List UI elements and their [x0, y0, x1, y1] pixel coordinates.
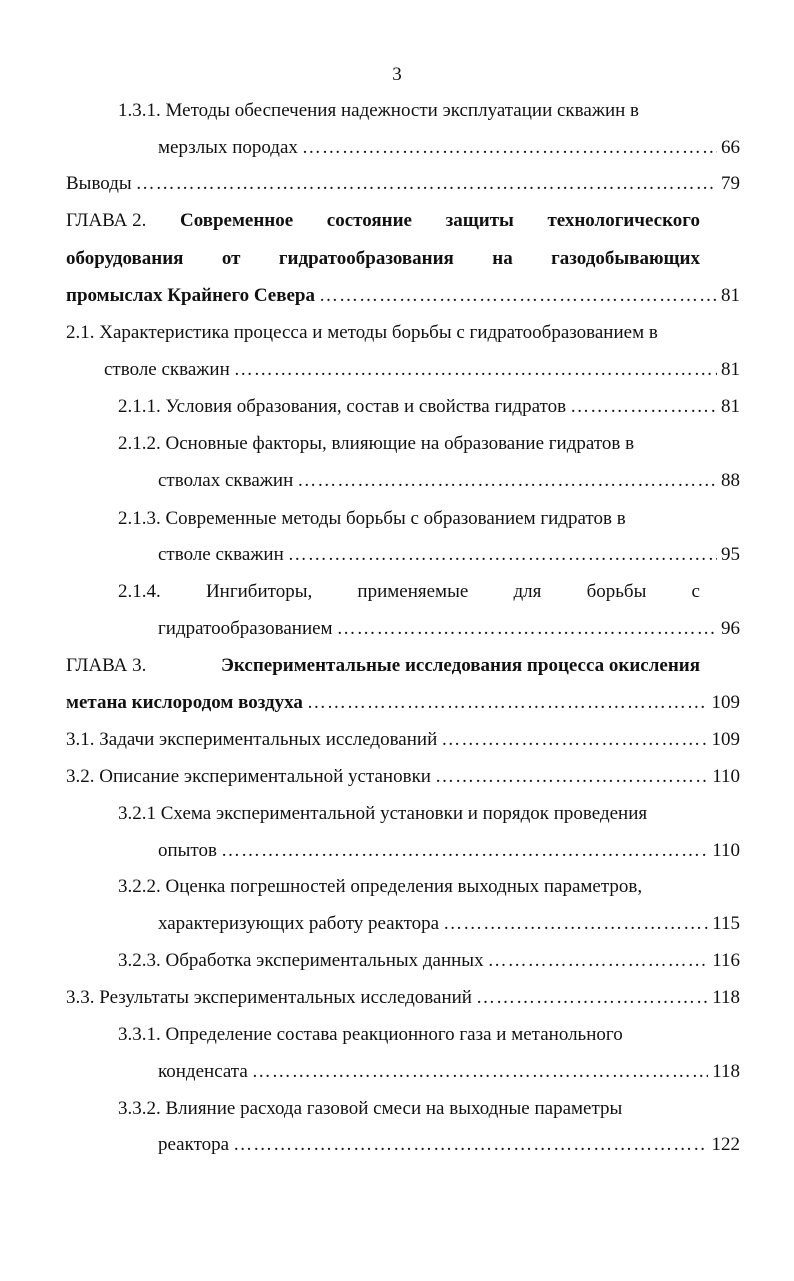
toc-entry-title: промыслах Крайнего Севера: [66, 285, 315, 306]
toc-entry-3-2-2: [158, 913, 740, 935]
toc-page-number: 109: [711, 692, 740, 713]
toc-entry-3-2-2-line1: 3.2.2. Оценка погрешностей определения выходных параметров,: [118, 876, 643, 897]
toc-chapter-2-line2: [66, 248, 700, 270]
chapter-word: гидратообразования: [278, 248, 454, 269]
toc-word: с: [691, 581, 700, 602]
toc-entry-2-1-1: [118, 396, 740, 418]
toc-entry-text: 2.1.2. Основные факторы, влияющие на образование гидратов в: [118, 433, 635, 454]
toc-word: 2.1.4.: [118, 581, 161, 602]
toc-entry-3-2-1: [158, 840, 740, 862]
toc-entry-title: 3.3. Результаты экспериментальных исследований: [66, 987, 472, 1008]
chapter-word: защиты: [445, 210, 514, 231]
leader-dots: [476, 987, 708, 1009]
leader-dots: [136, 173, 717, 195]
leader-dots: [441, 729, 707, 751]
toc-entry-2-1-2: [158, 470, 740, 492]
toc-word: для: [513, 581, 542, 602]
leader-dots: [319, 285, 717, 307]
toc-entry-title: метана кислородом воздуха: [66, 692, 303, 713]
chapter-word: от: [221, 248, 241, 269]
toc-entry-2-1-2-line1: [118, 433, 700, 455]
toc-chapter-3: [66, 692, 740, 714]
leader-dots: [302, 137, 717, 159]
chapter-word: оборудования: [66, 248, 184, 269]
toc-entry-conclusions: [66, 173, 740, 195]
toc-page-number: 66: [721, 137, 740, 158]
toc-entry-title: 2.1.1. Условия образования, состав и свойства гидратов: [118, 396, 567, 417]
leader-dots: [488, 950, 709, 972]
toc-entry-title: стволе скважин: [104, 359, 230, 380]
toc-entry-2-1-line1: [66, 322, 700, 344]
chapter-word: газодобывающих: [551, 248, 700, 269]
toc-page-number: 118: [712, 1061, 740, 1082]
leader-dots: [221, 840, 708, 862]
toc-page-number: 88: [721, 470, 740, 491]
toc-entry-title: опытов: [158, 840, 217, 861]
toc-entry-title: стволах скважин: [158, 470, 294, 491]
toc-page-number: 110: [712, 840, 740, 861]
leader-dots: [234, 359, 717, 381]
leader-dots: [435, 766, 708, 788]
toc-entry-title: гидратообразованием: [158, 618, 333, 639]
toc-page-number: 110: [712, 766, 740, 787]
toc-page-number: 109: [711, 729, 740, 750]
toc-entry-text: 1.3.1. Методы обеспечения надежности эксплуатации скважин в: [118, 100, 639, 121]
leader-dots: [252, 1061, 708, 1083]
toc-entry-text: 2.1. Характеристика процесса и методы борьбы с гидратообразованием в: [66, 322, 658, 343]
toc-entry-title: 3.2.3. Обработка экспериментальных данных: [118, 950, 484, 971]
toc-entry-2-1-4-line1: [118, 581, 700, 603]
toc-entry-3-3-1: [158, 1061, 740, 1083]
toc-page-number: 122: [711, 1134, 740, 1155]
toc-entry-3-3-2-line1: 3.3.2. Влияние расхода газовой смеси на выходные параметры: [118, 1098, 623, 1119]
toc-entry-3-1: [66, 729, 740, 751]
chapter-word: технологического: [547, 210, 700, 231]
leader-dots: [297, 470, 717, 492]
toc-page-number: 79: [721, 173, 740, 194]
toc-chapter-2: [66, 285, 740, 307]
leader-dots: [570, 396, 717, 418]
toc-entry-2-1: [104, 359, 740, 381]
toc-page-number: 116: [712, 950, 740, 971]
toc-entry-title: Выводы: [66, 173, 132, 194]
toc-entry-title: 3.2. Описание экспериментальной установки: [66, 766, 431, 787]
chapter-word: Современное: [179, 210, 294, 231]
toc-entry-text: 2.1.3. Современные методы борьбы с образованием гидратов в: [118, 508, 626, 529]
toc-entry-title: реактора: [158, 1134, 230, 1155]
leader-dots: [233, 1134, 707, 1156]
toc-entry-title: 3.1. Задачи экспериментальных исследований: [66, 729, 438, 750]
leader-dots: [288, 544, 717, 566]
leader-dots: [307, 692, 708, 714]
toc-entry-3-3-1-line1: 3.3.1. Определение состава реакционного газа и метанольного: [118, 1024, 623, 1045]
toc-entry-2-1-3-line1: [118, 508, 700, 530]
toc-entry-3-3-2: [158, 1134, 740, 1156]
toc-page-number: 118: [712, 987, 740, 1008]
toc-entry-1-3-1: [158, 137, 740, 159]
toc-entry-title: характеризующих работу реактора: [158, 913, 440, 934]
toc-entry-title: стволе скважин: [158, 544, 284, 565]
toc-page-number: 96: [721, 618, 740, 639]
toc-entry-2-1-4: [158, 618, 740, 640]
toc-entry-1-3-1-line1: [118, 100, 700, 122]
toc-entry-3-2-1-line1: 3.2.1 Схема экспериментальной установки и порядок проведения: [118, 803, 648, 824]
chapter-title: Экспериментальные исследования процесса окисления: [221, 655, 700, 676]
toc-page-number: 81: [721, 285, 740, 306]
toc-entry-3-2-3: [118, 950, 740, 972]
leader-dots: [337, 618, 717, 640]
page-number: 3: [392, 64, 402, 85]
chapter-word: на: [492, 248, 513, 269]
chapter-prefix: ГЛАВА 3.: [66, 655, 147, 676]
leader-dots: [443, 913, 708, 935]
toc-page-number: 115: [712, 913, 740, 934]
toc-entry-3-2: [66, 766, 740, 788]
toc-entry-3-3: [66, 987, 740, 1009]
toc-word: применяемые: [357, 581, 469, 602]
toc-word: Ингибиторы,: [205, 581, 313, 602]
toc-page-number: 81: [721, 359, 740, 380]
chapter-word: состояние: [326, 210, 412, 231]
toc-entry-2-1-3: [158, 544, 740, 566]
chapter-prefix: ГЛАВА 2.: [66, 210, 147, 231]
toc-entry-title: мерзлых породах: [158, 137, 298, 158]
toc-page-number: 95: [721, 544, 740, 565]
toc-page-number: 81: [721, 396, 740, 417]
toc-entry-title: конденсата: [158, 1061, 248, 1082]
toc-word: борьбы: [586, 581, 647, 602]
toc-chapter-2-line1: [66, 210, 700, 232]
toc-chapter-3-line1: [66, 655, 700, 677]
